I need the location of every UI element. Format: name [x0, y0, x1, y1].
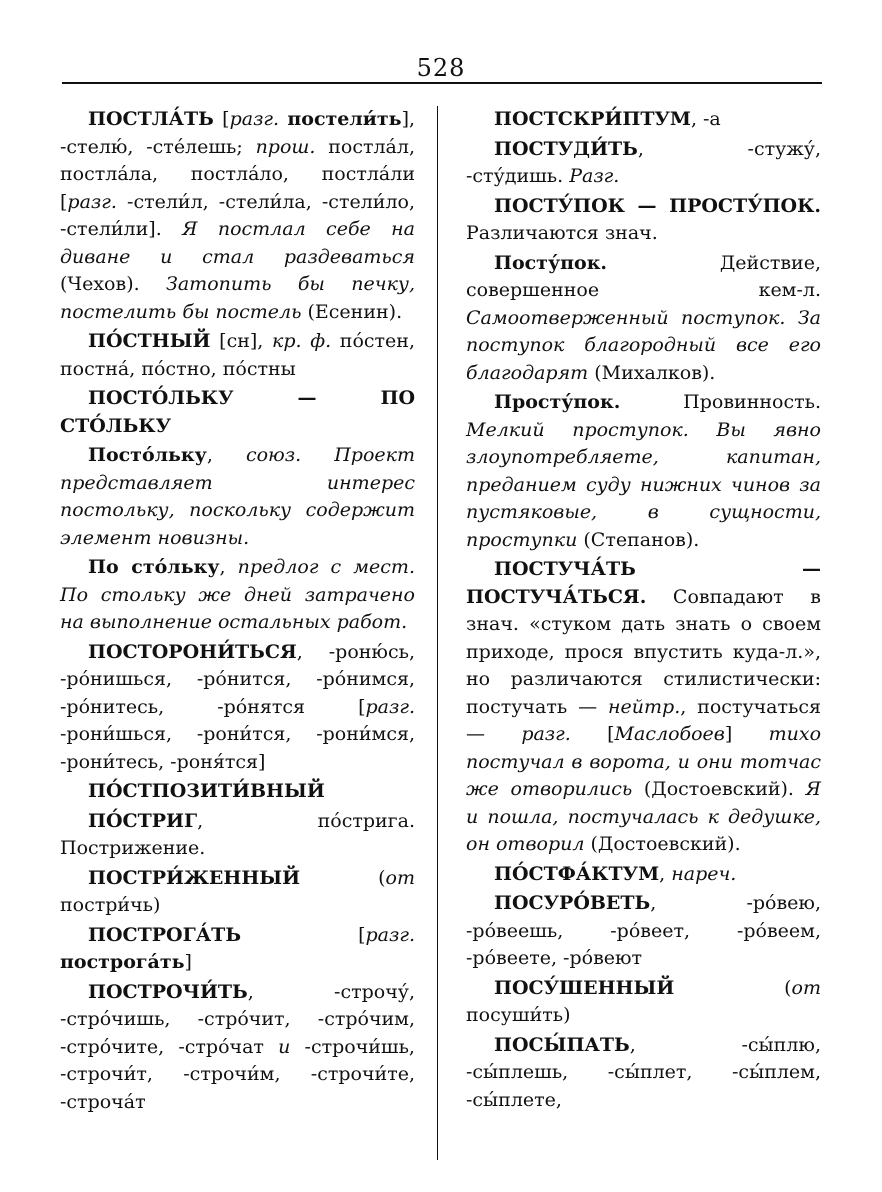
- italic-text: нейтр.: [608, 695, 681, 718]
- dictionary-entry: [466, 861, 821, 889]
- dictionary-entry: [60, 328, 415, 383]
- entry-text: (Михалков).: [588, 361, 716, 384]
- dictionary-entry: [466, 1032, 821, 1115]
- headword: построга́ть: [60, 951, 185, 973]
- italic-text: нареч.: [671, 862, 737, 885]
- dictionary-entry: [60, 554, 415, 637]
- dictionary-entry: [60, 106, 415, 326]
- headword: постели́ть: [287, 108, 402, 130]
- headword: ПОСУ́ШЕННЫЙ: [494, 976, 675, 999]
- entry-text: , -ро́вею, -ро́веешь, -ро́веет, -ро́веем, -ро́веете, -ро́веют: [466, 892, 821, 969]
- headword: ПОСТРОЧИ́ТЬ: [88, 980, 248, 1003]
- headword: ПОСТУ́ПОК — ПРОСТУ́ПОК.: [494, 194, 821, 217]
- dictionary-entry: [466, 556, 821, 859]
- italic-text: Самоотверженный поступок. За поступок благородный все его благодарят: [466, 306, 821, 384]
- right-column: [466, 106, 821, 1116]
- entry-text: (: [674, 976, 792, 999]
- entry-text: , -роню́сь, -ро́нишься, -ро́нится, -ро́нимся, -ро́нитесь, -ро́нятся [: [60, 640, 415, 718]
- dictionary-entry: [60, 979, 415, 1117]
- entry-text: -стели́л, -стели́ла, -стели́ло, -стели́ли].: [60, 190, 415, 240]
- entry-text: ,: [206, 444, 246, 466]
- entry-text: [сн],: [210, 330, 272, 352]
- entry-text: по́стен, постна́, по́стно, по́стны: [60, 330, 415, 380]
- entry-text: ]: [184, 951, 192, 973]
- italic-text: разг.: [365, 695, 415, 718]
- dictionary-entry: [466, 890, 821, 973]
- italic-text: тихо постучал в ворота, и они тотчас же отворились: [466, 723, 822, 800]
- dictionary-entry: [466, 975, 821, 1030]
- dictionary-entry: [60, 778, 415, 806]
- headword: Посто́льку: [88, 444, 207, 466]
- entry-text: ,: [659, 862, 672, 885]
- column-divider: [437, 106, 438, 1160]
- italic-text: разг.: [229, 108, 280, 130]
- entry-text: -рони́шься, -рони́тся, -рони́мся, -рони́тесь, -роня́тся]: [60, 723, 415, 773]
- italic-text: Разг.: [569, 165, 620, 187]
- entry-text: ,: [219, 556, 238, 578]
- headword: ПОСТОРОНИ́ТЬСЯ: [88, 640, 297, 663]
- entry-text: , по́стрига. Пострижение.: [60, 809, 415, 859]
- italic-text: союз. Проект представляет интерес постольку, поскольку содержит элемент новизны.: [60, 444, 415, 549]
- entry-text: (Есенин).: [301, 300, 403, 323]
- italic-text: Я постлал себе на диване и стал раздеваться: [60, 218, 415, 268]
- italic-text: Мелкий проступок. Вы явно злоупотребляете, капитан, преданием суду нижних чинов за пустяковые, в сущности, проступки: [466, 418, 821, 551]
- italic-text: предлог с мест. По стольку же дней затрачено на выполнение остальных работ.: [60, 556, 415, 633]
- dictionary-entry: [466, 389, 821, 554]
- headword: Посту́пок.: [494, 251, 608, 274]
- entry-text: (Чехов).: [60, 273, 167, 295]
- entry-text: , -а: [690, 108, 721, 130]
- dictionary-entry: [466, 193, 821, 248]
- dictionary-entry: [60, 865, 415, 920]
- headword: ПО́СТРИГ: [88, 809, 198, 832]
- italic-text: от: [791, 976, 821, 999]
- italic-text: кр. ф.: [272, 330, 332, 352]
- entry-text: , -сы́плю, -сы́плешь, -сы́плет, -сы́плем, -сы́плете,: [466, 1033, 821, 1111]
- entry-text: постри́чь): [60, 894, 161, 916]
- italic-text: Затопить бы печку, постелить бы постель: [60, 273, 415, 323]
- dictionary-entry: [60, 385, 415, 440]
- italic-text: Маслобоев: [614, 723, 725, 745]
- headword: ПО́СТПОЗИТИ́ВНЫЙ: [88, 780, 325, 802]
- left-column: [60, 106, 415, 1118]
- headword: По сто́льку: [88, 556, 220, 578]
- entry-text: (: [300, 866, 386, 889]
- headword: ПОСТУЧА́ТЬ — ПОСТУЧА́ТЬСЯ.: [466, 558, 821, 608]
- italic-text: разг.: [365, 923, 415, 946]
- entry-text: посуши́ть): [466, 1004, 571, 1026]
- headword: ПО́СТФА́КТУМ: [494, 862, 660, 885]
- entry-text: Провинность.: [620, 391, 821, 413]
- entry-text: (Степанов).: [577, 528, 700, 551]
- dictionary-entry: [60, 639, 415, 777]
- dictionary-entry: [60, 442, 415, 552]
- entry-text: (Достоевский).: [584, 833, 741, 855]
- dictionary-entry: [466, 136, 821, 191]
- entry-text: Действие, совершенное кем-л.: [466, 251, 821, 301]
- headword: Просту́пок.: [494, 391, 621, 413]
- entry-text: [: [241, 923, 366, 946]
- dictionary-entry: [466, 106, 821, 134]
- entry-text: , постучаться —: [466, 695, 821, 745]
- headword: ПОСТРИ́ЖЕННЫЙ: [88, 866, 301, 889]
- entry-text: Совпадают в знач. «стуком дать знать о своем приходе, прося впустить куда-л.», но различаются стилистически: постучать —: [466, 585, 821, 718]
- entry-text: постла́л, постла́ла, постла́ло, постла́ли [: [60, 135, 415, 213]
- italic-text: и: [278, 1035, 291, 1058]
- italic-text: разг.: [521, 723, 571, 745]
- italic-text: разг.: [67, 190, 117, 213]
- entry-text: , -строчу́, -стро́чишь, -стро́чит, -стро́чим, -стро́чите, -стро́чат: [60, 980, 415, 1058]
- headword: ПОСТО́ЛЬКУ — ПО СТО́ЛЬКУ: [60, 387, 415, 437]
- headword: ПОСТУДИ́ТЬ: [494, 137, 638, 160]
- headword: ПОСТРОГА́ТЬ: [88, 923, 242, 946]
- page-number: 528: [416, 54, 466, 82]
- headword: ПОСУРО́ВЕТЬ: [494, 892, 651, 914]
- entry-text: [: [213, 108, 230, 130]
- entry-text: ]: [724, 723, 769, 745]
- entry-text: -строчи́шь, -строчи́т, -строчи́м, -строчи́те, -строча́т: [60, 1035, 415, 1113]
- headword: ПО́СТНЫЙ: [88, 330, 211, 352]
- headword: ПОСТЛА́ТЬ: [88, 108, 214, 130]
- entry-text: , -стужу́, -сту́дишь.: [466, 137, 821, 187]
- entry-text: Различаются знач.: [466, 222, 658, 244]
- italic-text: прош.: [255, 135, 316, 158]
- header-rule: [62, 82, 822, 84]
- headword: ПОСЫ́ПАТЬ: [494, 1033, 630, 1056]
- entry-text: (Достоевский).: [632, 778, 806, 800]
- dictionary-entry: [466, 250, 821, 388]
- dictionary-entry: [60, 808, 415, 863]
- dictionary-entry: [60, 922, 415, 977]
- entry-text: [: [570, 723, 615, 745]
- italic-text: от: [385, 866, 415, 889]
- italic-text: Я и пошла, постучалась к дедушке, он отворил: [466, 778, 821, 855]
- entry-text: ], -стелю́, -сте́лешь;: [60, 108, 416, 158]
- headword: ПОСТСКРИ́ПТУМ: [494, 108, 691, 130]
